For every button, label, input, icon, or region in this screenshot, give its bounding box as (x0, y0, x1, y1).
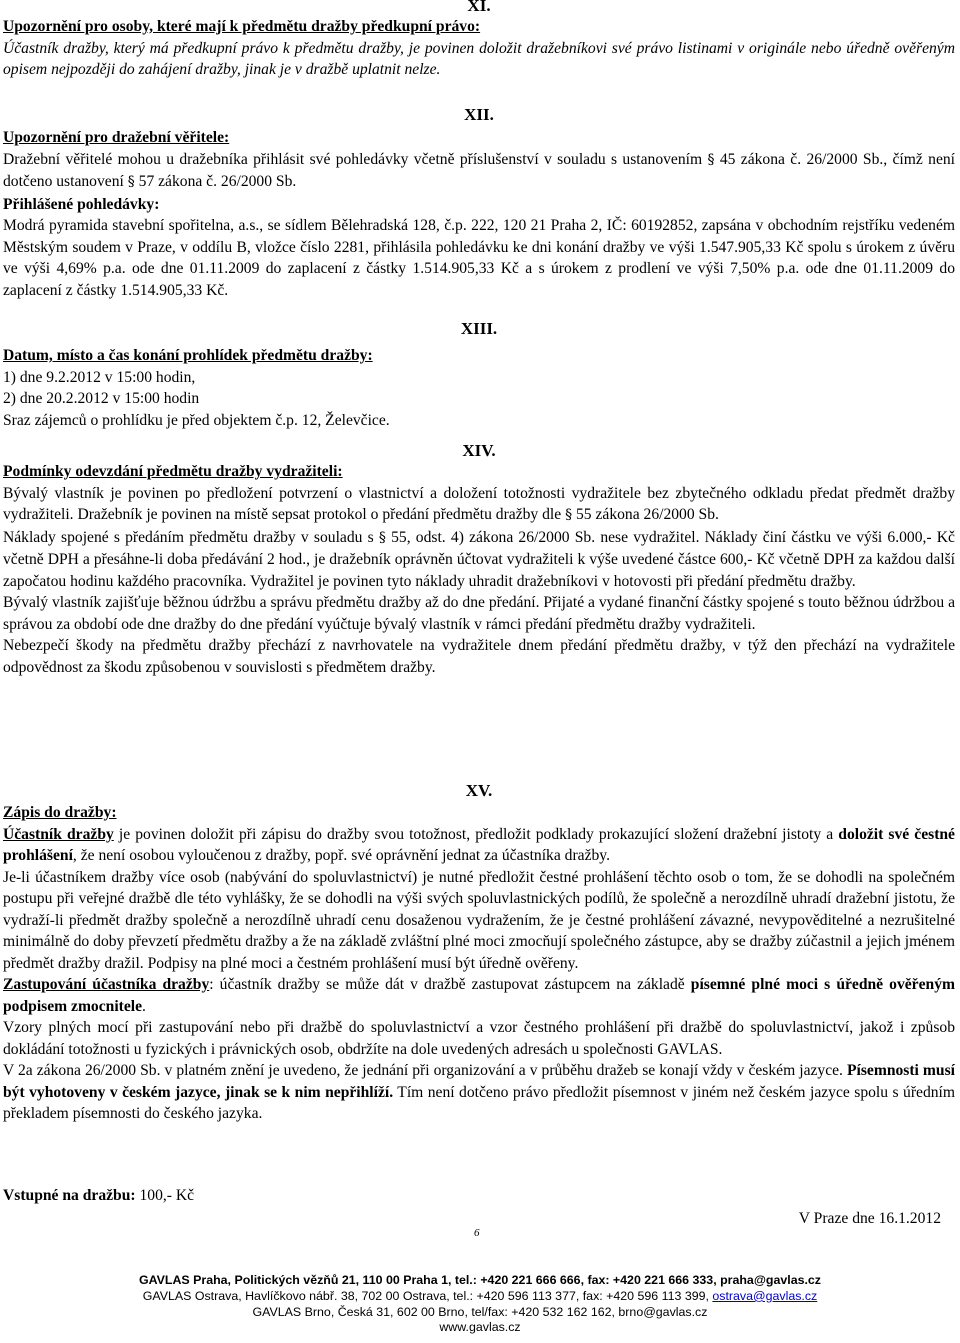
entry-fee (3, 1185, 955, 1207)
text-span: . (142, 997, 146, 1015)
text-span: : účastník dražby se může dát v dražbě zastupovat zástupcem na základě (209, 976, 691, 993)
section-xi (3, 0, 955, 81)
text-span: Bývalý vlastník je povinen po předložení potvrzení o vlastnictví a doložení totožnosti vydražitele bez zbytečného odkladu předat předmět dražby vydražiteli. Dražebník je povinen na místě sepsat protokol o předání předmětu dražby dle (3, 484, 955, 523)
section-title: Zápis do dražby: (3, 804, 117, 821)
section-text: Účastník dražby, který má předkupní právo k předmětu dražby, je povinen doložit dražebníkovi své právo listinami v originále nebo úředně ověřeným opisem nejpozději do zahájení dražby, jinak je v dražbě uplatnit nelze. (3, 39, 955, 78)
text-span: Náklady spojené s předáním předmětu dražby v souladu s (3, 528, 374, 546)
text-span: Dražební věřitelé mohou u dražebníka přihlásit své pohledávky včetně příslušenství v souladu s ustanovením (3, 150, 703, 168)
inspection-line-2: 2) dne 20.2.2012 v 15:00 hodin (3, 390, 200, 407)
section-text (3, 149, 955, 194)
section-xiii (3, 318, 955, 431)
section-number: XV. (465, 781, 493, 800)
paragraph-sign: § (378, 529, 386, 546)
section-xii (3, 104, 955, 301)
section-title: Datum, místo a čas konání prohlídek předmětu dražby: (3, 347, 373, 364)
text-span: Tím není dotčeno právo předložit písemnost v jiném než českém jazyce spolu s úředním překladem písemnosti do českého jazyka. (3, 1083, 956, 1122)
text-span: je povinen doložit při zápisu do dražby svou totožnost, předložit podklady prokazující složení dražební jistoty a (113, 825, 839, 843)
section-xv (3, 780, 955, 1125)
claims-title: Přihlášené pohledávky: (3, 195, 160, 213)
co-ownership-paragraph: Je-li účastníkem dražby více osob (nabývání do spoluvlastnictví) je nutné předložit čestné prohlášení těchto osob o tom, že se dohodli na společném postupu při veřejné dražbě dle této vyhlášky, že se dohodli na výši svých spoluvlastnických podílů, že společně a nerozdílně uhradí dražební jistotu, že vydraží-li předmět dražby společně a nerozdílně uhradí cenu dosaženou vydražením, že je čestné prohlášení závazné, nevypověditelné a nezrušitelné minimálně do doby převzetí předmětu dražby a že na základě zvláštní plné moci zmocňují společného zástupce, aby se dražby zúčastnil a jejich jménem předmět dražby dražil. Podpisy na plné moci a čestném prohlášení musí být úředně ověřeny. (3, 868, 955, 972)
section-title: Upozornění pro dražební věřitele: (3, 129, 230, 146)
maintenance-paragraph: Bývalý vlastník zajišťuje běžnou údržbu a správu předmětu dražby až do dne předání. Přijaté a vydané finanční částky spojené s touto běžnou údržbou a správou za období ode dne dražby do dne předání vyúčtuje bývalý vlastník v rámci předání předmětu dražby vydražiteli. (3, 594, 955, 633)
footer (0, 1273, 960, 1336)
registration-paragraph (3, 824, 955, 867)
footer-ostrava (0, 1289, 960, 1305)
footer-brno: GAVLAS Brno, Česká 31, 602 00 Brno, tel/fax: +420 532 162 162, brno@gavlas.cz (252, 1304, 708, 1319)
text-span: GAVLAS Ostrava, Havlíčkovo nábř. 38, 702 00 Ostrava, tel.: +420 596 113 377, fax: +420 596 113 399, (142, 1288, 713, 1303)
language-paragraph (3, 1060, 955, 1125)
section-number: XI. (467, 0, 491, 15)
section-number: XII. (464, 105, 494, 124)
text-span: 55 zákona 26/2000 Sb. (575, 506, 719, 523)
text-span: 45 zákona č. 26/2000 Sb., čímž není dotčeno ustanovení (3, 150, 956, 190)
templates-paragraph: Vzory plných mocí při zastupování nebo při dražbě do spoluvlastnictví a vzor čestného prohlášení při dražbě do spoluvlastnictví, jakož i způsob dokládání totožnosti u fyzických i právnických osob, obdržíte na dole uvedených adresách u společnosti GAVLAS. (3, 1019, 955, 1058)
handover-paragraph (3, 483, 955, 527)
entry-fee-label: Vstupné na dražbu: (3, 1187, 136, 1204)
bold-span: Zastupování účastníka dražby (3, 976, 210, 993)
section-number: XIII. (460, 319, 498, 338)
place-date: V Praze dne 16.1.2012 (798, 1210, 941, 1227)
inspection-meeting: Sraz zájemců o prohlídku je před objektem č.p. 12, Želevčice. (3, 411, 390, 429)
paragraph-sign: § (127, 174, 135, 190)
page-number: 6 (474, 1227, 480, 1239)
ostrava-email-link[interactable]: ostrava@gavlas.cz (712, 1288, 818, 1303)
footer-praha: GAVLAS Praha, Politických vězňů 21, 110 00 Praha 1, tel.: +420 221 666 666, fax: +420 221 666 333, praha@gavlas.cz (138, 1273, 822, 1287)
entry-fee-value: 100,- Kč (135, 1187, 195, 1204)
paragraph-sign: § (707, 151, 715, 168)
risk-paragraph: Nebezpečí škody na předmětu dražby přechází z navrhovatele na vydražitele dnem předání předmětu dražby, v týž den přechází na vydražitele odpovědnost za škodu způsobenou v souvislosti s předmětem dražby. (3, 637, 955, 676)
section-number: XIV. (462, 441, 496, 460)
inspection-line-1: 1) dne 9.2.2012 v 15:00 hodin, (3, 368, 196, 386)
bold-span: Písemnosti musí být vyhotoveny v českém jazyce, jinak se k nim nepřihlíží. (3, 1062, 955, 1101)
representation-paragraph (3, 974, 955, 1017)
bold-span: Účastník dražby (3, 825, 114, 843)
text-span: V 2a zákona 26/2000 Sb. v platném znění je uvedeno, že jednání při organizování a v průběhu dražeb se konají vždy v českém jazyce. (3, 1062, 847, 1079)
section-xiv (3, 440, 955, 678)
claims-text: Modrá pyramida stavební spořitelna, a.s., se sídlem Bělehradská 128, č.p. 222, 120 21 Praha 2, IČ: 60192852, zapsána v obchodním rejstříku vedeném Městským soudem v Praze, v oddílu B, vložce číslo 2281, přihlásila pohledávku ke dni konání dražby ve výši 1.547.905,33 Kč spolu s úrokem z úvěru ve výši 4,69% p.a. ode dne 01.11.2009 do zaplacení z částky 1.514.905,33 Kč a s úrokem z prodlení ve výši 7,50% p.a. ode dne 01.11.2009 do zaplacení z částky 1.514.905,33 Kč. (3, 217, 955, 299)
section-title: Podmínky odevzdání předmětu dražby vydražiteli: (3, 463, 343, 480)
paragraph-sign: § (565, 507, 573, 523)
text-span: 57 zákona č. 26/2000 Sb. (138, 173, 297, 190)
bold-span: doložit své čestné prohlášení (3, 825, 955, 864)
bold-span: písemné plné moci s úředně ověřeným podpisem zmocnitele (3, 976, 955, 1015)
footer-website[interactable]: www.gavlas.cz (439, 1320, 521, 1335)
costs-paragraph (3, 527, 955, 593)
text-span: , že není osobou vyloučenou z dražby, popř. své oprávnění jednat za účastníka dražby. (72, 847, 610, 864)
text-span: 55, odst. 4) zákona 26/2000 Sb. nese vydražitel. Náklady činí částku ve výši 6.000,- Kč včetně DPH a přesáhne-li doba předávání 2 hod., je dražebník oprávněn účtovat vydražiteli k výše uvedené částce 600,- Kč včetně DPH za každou další započatou hodinu každého pracovníka. Vydražitel je povinen tyto náklady uhradit dražebníkovi v hotovosti při předání předmětu dražby. (3, 528, 955, 590)
section-title: Upozornění pro osoby, které mají k předmětu dražby předkupní právo: (3, 18, 481, 35)
